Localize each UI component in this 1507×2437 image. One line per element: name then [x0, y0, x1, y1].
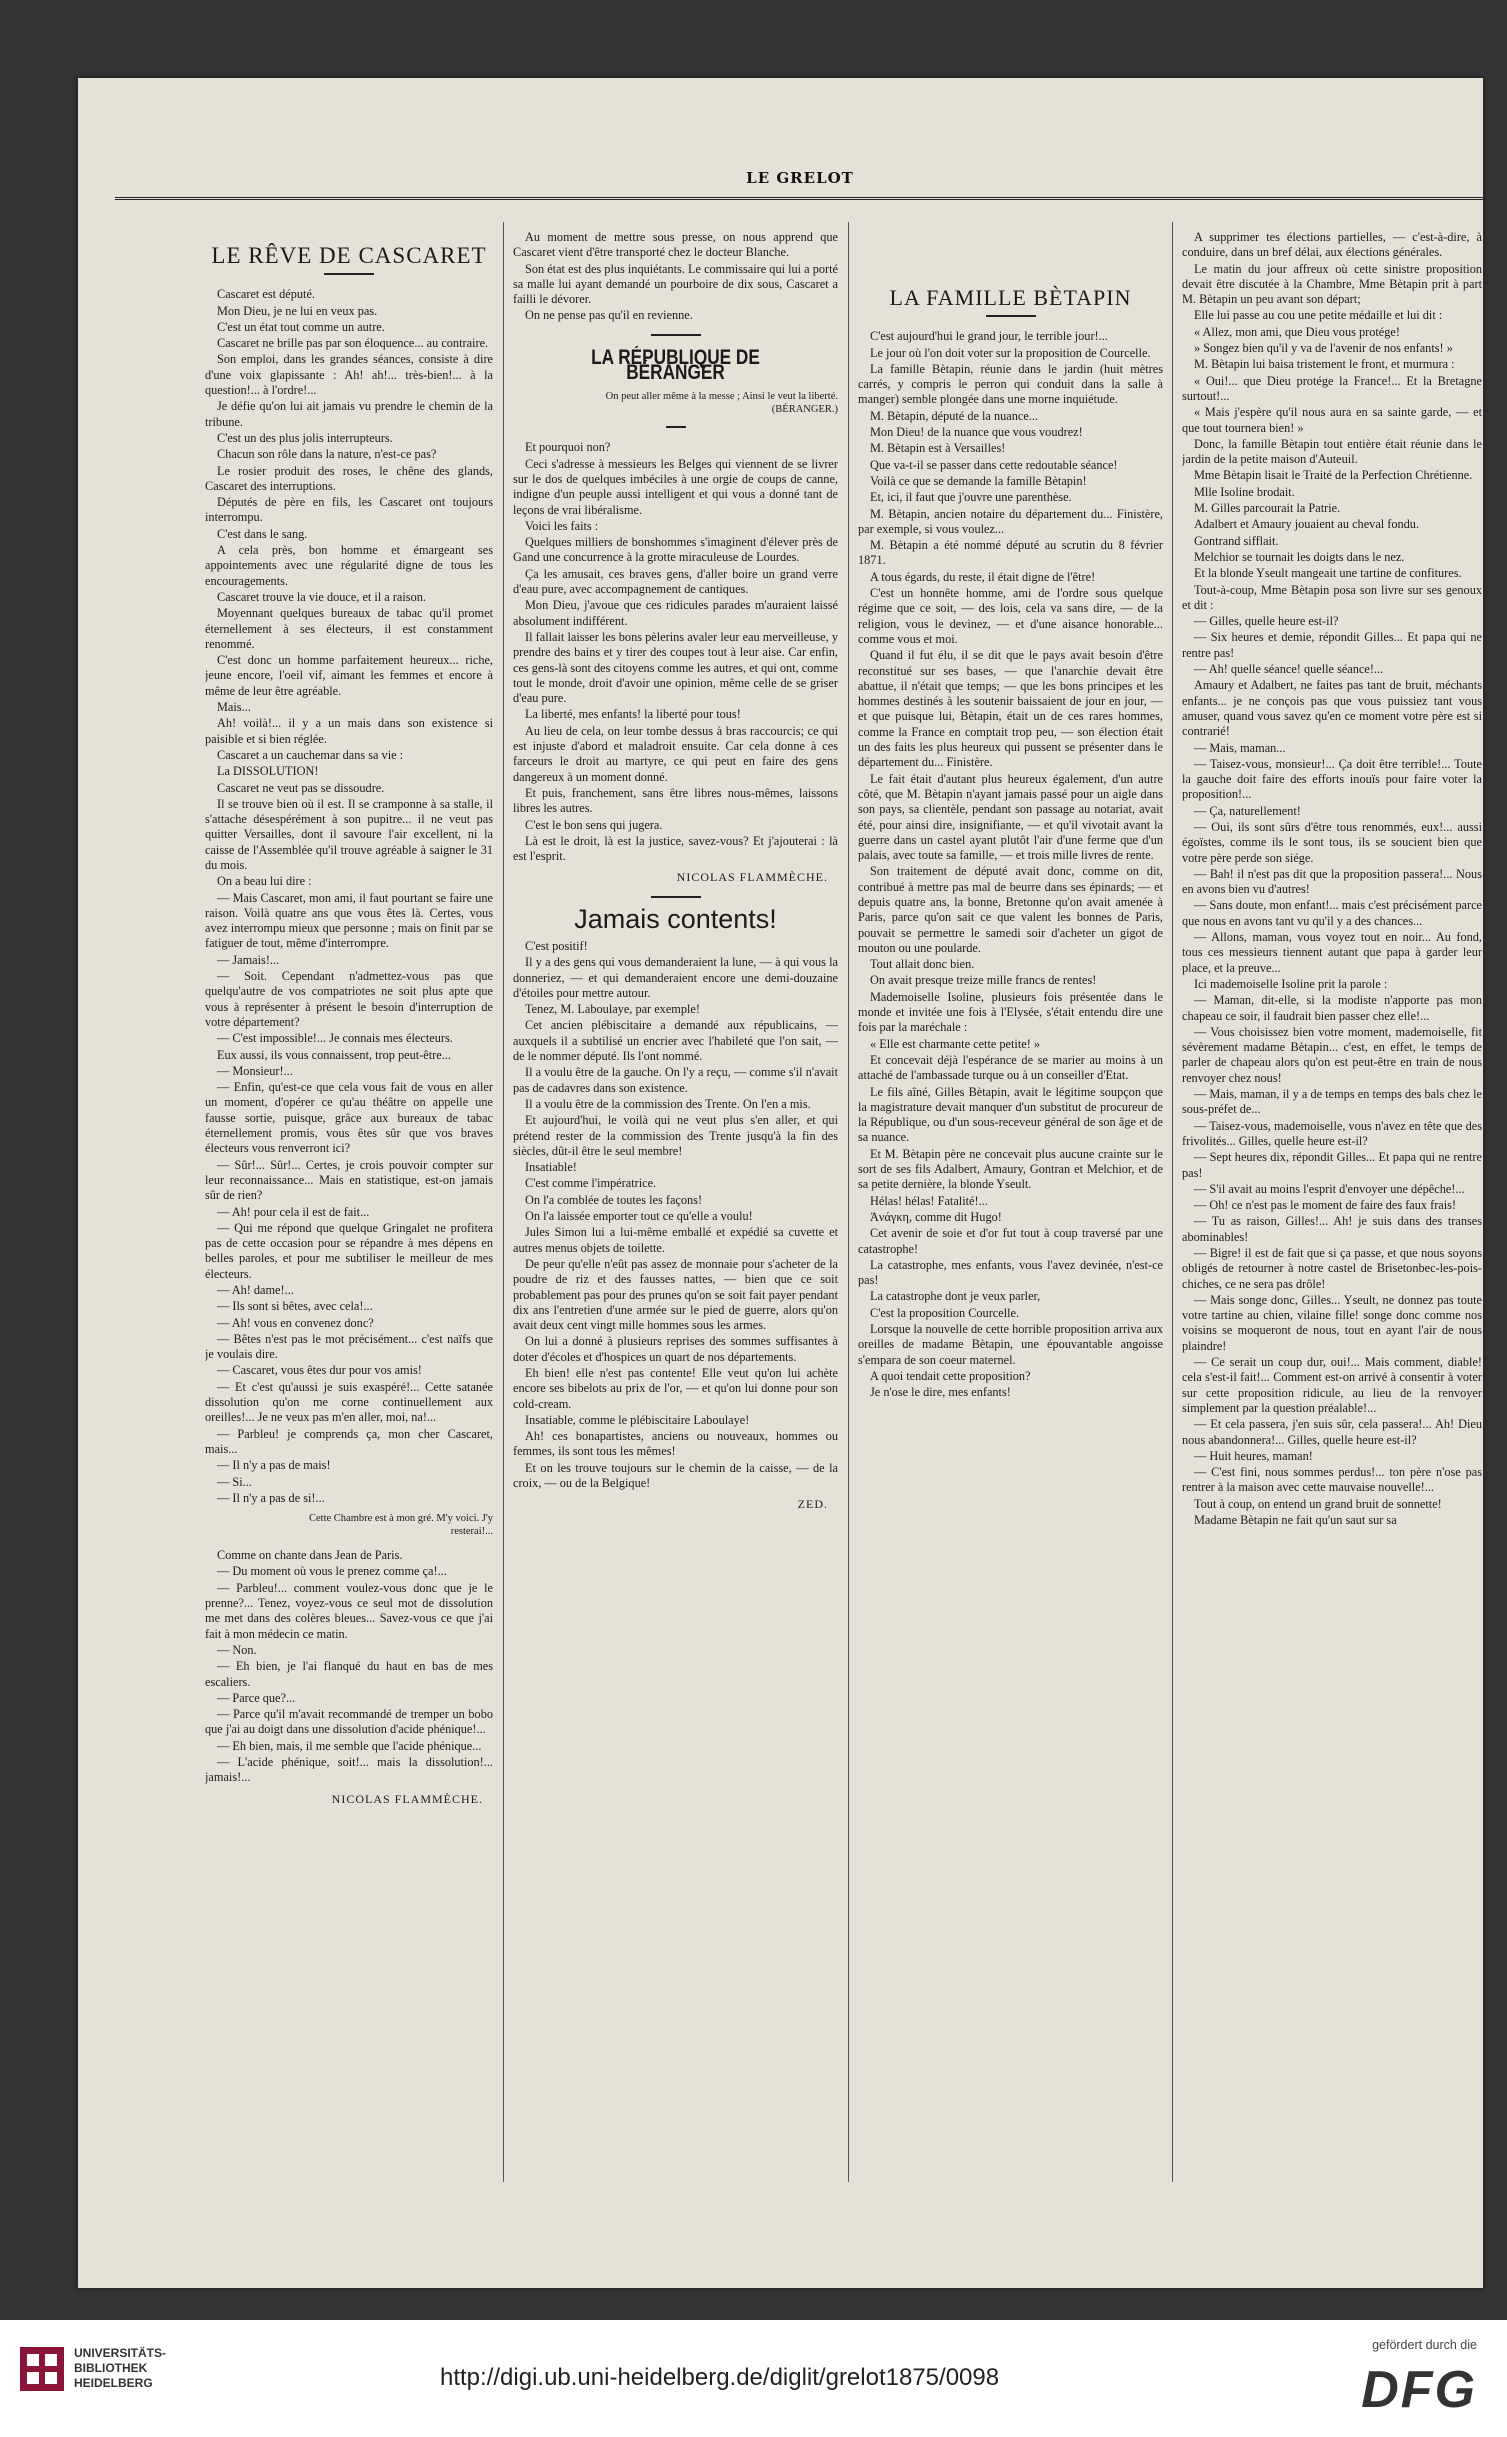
paragraph: Il se trouve bien où il est. Il se cramponne à sa stalle, il s'attache désespérément à son pupitre... il ne veut pas quitter Versailles, dont il savoure l'air excellent, ni la caisse de l'Assemblée qu'il trouve agréable à saigner le 31 du mois.: [205, 796, 493, 872]
title-rule: [986, 315, 1036, 317]
section-rule: [651, 896, 701, 898]
article-signature: NICOLAS FLAMMÈCHE.: [331, 1791, 483, 1806]
paragraph: Tout-à-coup, Mme Bètapin posa son livre sur ses genoux et dit :: [1182, 582, 1482, 612]
paragraph: Madame Bètapin ne fait qu'un saut sur sa: [1194, 1513, 1397, 1528]
paragraph: Son emploi, dans les grandes séances, consiste à dire d'une voix glapissante : Ah! ah!... très-bien!... à la question!... à l'ordre!...: [205, 352, 493, 398]
paragraph: « Elle est charmante cette petite! »: [870, 1036, 1041, 1051]
paragraph: Mais...: [217, 700, 251, 715]
university-name-line: HEIDELBERG: [74, 2376, 153, 2390]
paragraph: Adalbert et Amaury jouaient au cheval fondu.: [1194, 517, 1420, 532]
paragraph: Mon Dieu, je ne lui en veux pas.: [217, 303, 378, 318]
column-rule: [848, 222, 849, 2182]
paragraph: C'est la proposition Courcelle.: [870, 1305, 1020, 1320]
epigraph: Cette Chambre est à mon gré. M'y voici. J'y resterai!...: [309, 1513, 493, 1538]
paragraph: M. Bètapin a été nommé député au scrutin du 8 février 1871.: [858, 538, 1163, 568]
paragraph: — Gilles, quelle heure est-il?: [1194, 614, 1339, 629]
paragraph: La catastrophe dont je veux parler,: [870, 1289, 1041, 1304]
university-name: [74, 2346, 166, 2391]
paragraph: « Mais j'espère qu'il nous aura en sa sainte garde, — et que tout tournera bien! »: [1182, 405, 1482, 435]
paragraph: Et M. Bètapin père ne concevait plus aucune crainte sur le sort de ses fils Adalbert, Amaury, Gontran et Melchior, et de sa petite dernière, la blonde Yseult.: [858, 1146, 1163, 1192]
paragraph: — Eh bien, mais, il me semble que l'acide phénique...: [217, 1738, 482, 1753]
paragraph: Je n'ose le dire, mes enfants!: [870, 1385, 1011, 1400]
paragraph: Tout à coup, on entend un grand bruit de sonnette!: [1194, 1496, 1442, 1511]
paragraph: Et aujourd'hui, le voilà qui ne veut plus s'en aller, et qui prétend rester de la commission des Trente jusqu'à la fin des siècles, dût-il être le seul membre!: [513, 1113, 838, 1158]
article-title: LE RÊVE DE CASCARET: [211, 243, 487, 268]
title-rule: [324, 273, 374, 275]
paragraph: — Bigre! il est de fait que si ça passe, et que nous soyons obligés de retourner à notre castel de Brisetonbec-les-pois-chiches, ce ne sera pas drôle!: [1182, 1246, 1482, 1291]
paragraph: — Et c'est qu'aussi je suis exaspéré!... Cette satanée dissolution qu'on me corne continuellement aux oreilles!... Je ne veux pas m'en aller, moi, na!...: [205, 1379, 493, 1425]
university-name-line: BIBLIOTHEK: [74, 2361, 148, 2375]
paragraph: — Vous choisissez bien votre moment, mademoiselle, fit sévèrement madame Bètapin... c'est, en effet, le temps de parler de chapeau alors qu'on est peut-être en train de nous renvoyer chez nous!: [1182, 1024, 1482, 1085]
paragraph: C'est un honnête homme, ami de l'ordre sous quelque régime que ce soit, — des lois, cela va sans dire, — de la religion, vous le devinez, — et d'une aisance honorable... comme vous et moi.: [858, 586, 1163, 646]
university-seal-icon: [20, 2347, 64, 2391]
paragraph: — Ah! vous en convenez donc?: [217, 1315, 374, 1330]
paragraph: Députés de père en fils, les Cascaret ont toujours interrompu.: [205, 495, 493, 525]
paragraph: Insatiable, comme le plébiscitaire Laboulaye!: [525, 1412, 750, 1427]
paragraph: Son état est des plus inquiétants. Le commissaire qui lui a porté sa malle lui ayant demandé un pourboire de dix sous, Cascaret a failli le dévorer.: [513, 261, 838, 307]
paragraph: On l'a comblée de toutes les façons!: [525, 1192, 703, 1207]
column-2: [513, 230, 838, 2180]
paragraph: — Ah! dame!...: [217, 1283, 294, 1297]
paragraph: — Ce serait un coup dur, oui!... Mais comment, diable! cela s'est-il fait!... Comment est-on arrivé à consentir à voter sur cette proposition ridicule, au lieu de la renvoyer simplement par la question préalable!...: [1182, 1355, 1482, 1415]
column-rule: [1172, 222, 1173, 2182]
paragraph: A cela près, bon homme et émargeant ses appointements avec une régularité digne de tous les encouragements.: [205, 543, 493, 588]
masthead-title: LE GRELOT: [746, 169, 854, 187]
article-body: [513, 440, 838, 864]
column-3: [858, 230, 1163, 2180]
epigraph: On peut aller même à la messe ; Ainsi le veut la liberté. (BÉRANGER.): [605, 391, 838, 416]
paragraph: Il a voulu être de la gauche. On l'y a reçu, — comme s'il n'avait pas de cadavres dans son existence.: [513, 1065, 838, 1095]
paragraph: — Sept heures dix, répondit Gilles... Et papa qui ne rentre pas!: [1182, 1150, 1482, 1180]
paragraph: Eh bien! elle n'est pas contente! Elle veut qu'on lui achète encore ses bibelots au prix de l'or, — et qu'on lui donne pour son cold-cream.: [513, 1366, 838, 1411]
paragraph: Le fils aîné, Gilles Bètapin, avait le légitime soupçon que la magistrature devait manquer d'un substitut de procureur de la République, ou d'un sous-receveur général de son âge et de sa nuance.: [858, 1084, 1163, 1145]
paragraph: Cet ancien plébiscitaire a demandé aux républicains, — auxquels il a subtilisé un encrier avec l'habileté que l'on sait, — de le nommer député. Ils l'ont nommé.: [513, 1018, 838, 1064]
section-rule: [651, 334, 701, 336]
paragraph: Cet avenir de soie et d'or fut tout à coup traversé par une catastrophe!: [858, 1226, 1163, 1256]
paragraph: La DISSOLUTION!: [217, 764, 319, 779]
paragraph: Voici les faits :: [525, 518, 599, 533]
university-logo-block[interactable]: [20, 2346, 166, 2391]
paragraph: On avait presque treize mille francs de rentes!: [870, 973, 1097, 988]
paragraph: — Sans doute, mon enfant!... mais c'est précisément parce que nous en avons tant vu qu'il y a des chances...: [1182, 898, 1482, 928]
paragraph: C'est aujourd'hui le grand jour, le terrible jour!...: [870, 329, 1108, 344]
paragraph: — Mais, maman...: [1194, 740, 1286, 755]
paragraph: Ah! ces bonapartistes, anciens ou nouveaux, hommes ou femmes, ils sont tous les mêmes!: [513, 1429, 838, 1459]
sponsor-label: gefördert durch die: [1372, 2338, 1477, 2352]
paragraph: Tenez, M. Laboulaye, par exemple!: [525, 1002, 700, 1017]
paragraph: Et on les trouve toujours sur le chemin de la caisse, — de la croix, — ou de la Belgique!: [513, 1460, 838, 1491]
paragraph: — Bêtes n'est pas le mot précisément... c'est naïfs que je voulais dire.: [205, 1331, 493, 1362]
paragraph: Cascaret ne brille pas par son éloquence... au contraire.: [217, 336, 489, 351]
article-title: Jamais contents!: [574, 903, 777, 934]
paragraph: Et puis, franchement, sans être libres nous-mêmes, laissons libres les autres.: [513, 785, 838, 816]
paragraph: — Ah! quelle séance! quelle séance!...: [1194, 662, 1384, 677]
paragraph: Elle lui passe au cou une petite médaille et lui dit :: [1194, 308, 1443, 323]
paragraph: A tous égards, du reste, il était digne de l'être!: [870, 569, 1096, 584]
paragraph: — Ah! pour cela il est de fait...: [217, 1204, 370, 1219]
paragraph: La liberté, mes enfants! la liberté pour tous!: [525, 707, 741, 722]
article-body: [513, 939, 838, 1491]
paragraph: Et pourquoi non?: [525, 440, 611, 455]
article-ending: [513, 230, 838, 324]
paragraph: Il fallait laisser les bons pèlerins avaler leur eau merveilleuse, y prendre des bains et y tirer des coupes tout à leur aise. Car enfin, ces gens-là sont des citoyens comme les autres, et qui ont, comme tout le monde, droit d'avoir une opinion, même celle de se griser d'eau pure.: [513, 629, 838, 706]
paragraph: — Oui, ils sont sûrs d'être tous renommés, eux!... aussi égoïstes, comme ils le sont tous, ils se soucient bien que votre père perde son siége.: [1182, 819, 1482, 865]
paragraph: — Si...: [217, 1474, 252, 1489]
paragraph: On l'a laissée emporter tout ce qu'elle a voulu!: [525, 1209, 753, 1224]
paragraph: C'est donc un homme parfaitement heureux... riche, jeune encore, l'oeil vif, aimant les femmes et encore à même de leur être agréable.: [205, 653, 493, 698]
paragraph: Lorsque la nouvelle de cette horrible proposition arriva aux oreilles de madame Bètapin, une épouvantable angoisse s'empara de son coeur maternel.: [858, 1322, 1163, 1367]
paragraph: M. Bètapin, député de la nuance...: [870, 408, 1039, 423]
paragraph: — L'acide phénique, soit!... mais la dissolution!... jamais!...: [205, 1755, 493, 1785]
paragraph: C'est le bon sens qui jugera.: [525, 817, 663, 832]
paragraph: Au moment de mettre sous presse, on nous apprend que Cascaret vient d'être transporté chez le docteur Blanche.: [513, 230, 838, 260]
paragraph: La catastrophe, mes enfants, vous l'avez devinée, n'est-ce pas!: [858, 1257, 1163, 1288]
paragraph: Voilà ce que se demande la famille Bètapin!: [870, 473, 1087, 488]
article-signature: NICOLAS FLAMMÈCHE.: [676, 870, 828, 885]
paragraph: — Huit heures, maman!: [1194, 1448, 1313, 1463]
title-rule: [666, 426, 686, 428]
paragraph: Insatiable!: [525, 1160, 577, 1175]
paragraph: — Sûr!... Sûr!... Certes, je crois pouvoir compter sur leur reconnaissance... Mais en statistique, est-on jamais sûr de rien?: [205, 1157, 493, 1203]
paragraph: — Eh bien, je l'ai flanqué du haut en bas de mes escaliers.: [205, 1659, 493, 1689]
paragraph: Le rosier produit des roses, le chêne des glands, Cascaret des interruptions.: [205, 463, 493, 493]
paragraph: — Maman, dit-elle, si la modiste n'apporte pas mon chapeau ce soir, il faudrait bien passer chez elle!...: [1182, 993, 1482, 1023]
paragraph: Eux aussi, ils vous connaissent, trop peut-être...: [217, 1047, 451, 1062]
paragraph: M. Bètapin est à Versailles!: [870, 441, 1006, 456]
paragraph: A supprimer tes élections partielles, — c'est-à-dire, à conduire, dans un bref délai, aux élections générales.: [1182, 230, 1482, 260]
paragraph: — Parbleu! je comprends ça, mon cher Cascaret, mais...: [205, 1426, 493, 1456]
column-1: [205, 230, 493, 2180]
paragraph: » Songez bien qu'il y va de l'avenir de nos enfants! »: [1194, 341, 1453, 356]
paragraph: — Mais, maman, il y a de temps en temps des bals chez le sous-préfet de...: [1182, 1087, 1482, 1117]
paragraph: — Du moment où vous le prenez comme ça!...: [217, 1564, 447, 1579]
paragraph: C'est un état tout comme un autre.: [217, 319, 385, 334]
paragraph: — Taisez-vous, mademoiselle, vous n'avez en tête que des frivolités... Gilles, quelle heure est-il?: [1182, 1118, 1482, 1148]
paragraph: Jules Simon lui a lui-même emballé et expédié sa cuvette et autres menus objets de toilette.: [513, 1225, 838, 1255]
paragraph: — S'il avait au moins l'esprit d'envoyer une dépêche!...: [1194, 1181, 1465, 1196]
paragraph: — Jamais!...: [217, 952, 280, 967]
paragraph: Ah! voilà!... il y a un mais dans son existence si paisible et si bien réglée.: [205, 716, 493, 746]
paragraph: « Allez, mon ami, que Dieu vous protége!: [1194, 324, 1400, 339]
paragraph: — Tu as raison, Gilles!... Ah! je suis dans des transes abominables!: [1182, 1214, 1482, 1244]
paragraph: On a beau lui dire :: [217, 874, 312, 889]
paragraph: C'est un des plus jolis interrupteurs.: [217, 430, 393, 445]
paragraph: Il a voulu être de la commission des Trente. On l'en a mis.: [525, 1096, 811, 1111]
masthead: [115, 165, 1485, 200]
paragraph: — Qui me répond que quelque Gringalet ne profitera pas de cette occasion pour se répandre à mes dépens en belles paroles, et pour me subtiliser le meilleur de mes électeurs.: [205, 1220, 493, 1281]
paragraph: — Six heures et demie, répondit Gilles... Et papa qui ne rentre pas!: [1182, 630, 1482, 660]
paragraph: — Il n'y a pas de mais!: [217, 1458, 331, 1473]
paragraph: C'est comme l'impératrice.: [525, 1176, 657, 1191]
paragraph: Mme Bètapin lisait le Traité de la Perfection Chrétienne.: [1194, 468, 1473, 483]
column-rule: [503, 222, 504, 2182]
article-signature: ZED.: [797, 1497, 828, 1512]
paragraph: Amaury et Adalbert, ne faites pas tant de bruit, méchants enfants... je ne conçois pas que vous puissiez tant vous amuser, quand vous savez qu'en ce moment votre père est si contrarié!: [1182, 678, 1482, 739]
paragraph: Mon Dieu, j'avoue que ces ridicules parades m'auraient laissé absolument indifférent.: [513, 598, 838, 628]
paragraph: Et la blonde Yseult mangeait une tartine de confitures.: [1194, 566, 1462, 581]
paragraph: — Parce que?...: [217, 1690, 296, 1705]
paragraph: Cascaret ne veut pas se dissoudre.: [217, 780, 385, 795]
paragraph: Le jour où l'on doit voter sur la proposition de Courcelle.: [870, 345, 1151, 360]
article-body: [205, 287, 493, 1506]
paragraph: Mon Dieu! de la nuance que vous voudrez!: [870, 425, 1083, 440]
paragraph: Gontrand sifflait.: [1194, 533, 1279, 548]
paragraph: La famille Bètapin, réunie dans le jardin (huit mètres carrés, y compris le perron qui conduit dans la salle à manger) semble plongée dans une morne inquiétude.: [858, 361, 1163, 407]
paragraph: Donc, la famille Bètapin tout entière était réunie dans le jardin de la petite maison d'Auteuil.: [1182, 436, 1482, 467]
paragraph: Il y a des gens qui vous demanderaient la lune, — à qui vous la donneriez, — et qui demanderaient encore une demi-douzaine d'étoiles pour mettre autour.: [513, 955, 838, 1000]
paragraph: Et concevait déjà l'espérance de se marier au moins à un attaché de l'ambassade turque ou à un conseiller d'Etat.: [858, 1052, 1163, 1083]
paragraph: Au lieu de cela, on leur tombe dessus à bras raccourcis; ce qui est injuste d'abord et maladroit ensuite. Car cela donne à ces farceurs le droit au martyre, ce qui peut en faire des gens dangereux à un moment donné.: [513, 723, 838, 784]
paragraph: Je défie qu'on lui ait jamais vu prendre le chemin de la tribune.: [205, 399, 493, 429]
paragraph: Quand il fut élu, il se dit que le pays avait besoin d'être reconstitué sur ses bases, — que l'anarchie devait être abattue, il n'était que temps; — que les bons principes et les hommes destinés à les soutenir baissaient de jour en jour, — et que puisque lui, Bètapin, était un de ces rares hommes, comme la France en comptait trop peu, — son élection était un des faits les plus heureux qui pussent se présenter dans le département du... Finistère.: [858, 648, 1163, 770]
viewer-footer: [0, 2320, 1507, 2437]
paragraph: A quoi tendait cette proposition?: [870, 1368, 1031, 1383]
paragraph: C'est positif!: [525, 938, 588, 953]
paragraph: Mlle Isoline brodait.: [1194, 484, 1295, 499]
paragraph: C'est dans le sang.: [217, 526, 308, 541]
paragraph: Le matin du jour affreux où cette sinistre proposition devait être discutée à la Chambre, Mme Bètapin prit à part M. Bètapin un peu avant son départ;: [1182, 261, 1482, 307]
article-body-continued: [205, 1548, 493, 1785]
paragraph: — Taisez-vous, monsieur!... Ça doit être terrible!... Toute la gauche doit faire des efforts inouïs pour faire voter la proposition!...: [1182, 756, 1482, 802]
paragraph: M. Bètapin, ancien notaire du département du... Finistère, par exemple, si vous voulez...: [858, 506, 1163, 536]
paragraph: M. Gilles parcourait la Patrie.: [1194, 501, 1341, 516]
paragraph: — C'est impossible!... Je connais mes électeurs.: [217, 1031, 453, 1046]
dfg-logo[interactable]: DFG: [1361, 2361, 1477, 2419]
paragraph: Et, ici, il faut que j'ouvre une parenthèse.: [870, 490, 1072, 505]
paragraph: Moyennant quelques bureaux de tabac qu'il promet éternellement à ses électeurs, il est constamment renommé.: [205, 606, 493, 651]
article-body-continued: [1182, 230, 1482, 1528]
paragraph: Que va-t-il se passer dans cette redoutable séance!: [870, 457, 1118, 472]
paragraph: Comme on chante dans Jean de Paris.: [217, 1548, 403, 1563]
paragraph: M. Bètapin lui baisa tristement le front, et murmura :: [1194, 357, 1455, 372]
paragraph: Ça les amusait, ces braves gens, d'aller boire un grand verre d'eau pure, avec accompagnement de cantiques.: [513, 566, 838, 597]
paragraph: Ἀνάγκη, comme dit Hugo!: [870, 1209, 1002, 1224]
paragraph: Mademoiselle Isoline, plusieurs fois présentée dans le monde et invitée une fois à l'Elysée, s'était entendu dire une fois par la maréchale :: [858, 989, 1163, 1035]
paragraph: — Non.: [217, 1642, 257, 1657]
paragraph: — Mais songe donc, Gilles... Yseult, ne donnez pas toute votre tartine au chien, vilaine fille! songe donc comme nos voisins se moqueront de nous, tout en ayant l'air de nous plaindre!: [1182, 1292, 1482, 1353]
paragraph: — Ils sont si bêtes, avec cela!...: [217, 1299, 373, 1314]
paragraph: Hélas! hélas! Fatalité!...: [870, 1193, 988, 1208]
paragraph: Ici mademoiselle Isoline prit la parole :: [1194, 976, 1388, 991]
paragraph: « Oui!... que Dieu protége la France!... Et la Bretagne surtout!...: [1182, 373, 1482, 403]
article-title: LA RÉPUBLIQUE DE BÉRANGER: [591, 345, 760, 385]
paragraph: Cascaret a un cauchemar dans sa vie :: [217, 747, 404, 762]
paragraph: — C'est fini, nous sommes perdus!... ton père n'ose pas rentrer à la maison avec cette mauvaise nouvelle!...: [1182, 1465, 1482, 1495]
article-title: LA FAMILLE BÈTAPIN: [889, 285, 1132, 310]
paragraph: — Oh! ce n'est pas le moment de faire des faux frais!: [1194, 1198, 1457, 1213]
university-name-line: UNIVERSITÄTS-: [74, 2346, 167, 2360]
paragraph: Chacun son rôle dans la nature, n'est-ce pas?: [217, 447, 437, 462]
paragraph: — Parbleu!... comment voulez-vous donc que je le prenne?... Tenez, voyez-vous ce seul mot de dissolution me met dans des colères bleues... Savez-vous ce que j'ai fait à mon médecin ce matin.: [205, 1580, 493, 1641]
paragraph: — Ça, naturellement!: [1194, 803, 1301, 818]
paragraph: — Cascaret, vous êtes dur pour vos amis!: [217, 1363, 422, 1378]
paragraph: Quelques milliers de bonshommes s'imaginent d'élever près de Gand une concurrence à la grotte miraculeuse de Lourdes.: [513, 535, 838, 565]
paragraph: Cascaret est député.: [217, 287, 315, 302]
article-body: [858, 329, 1163, 1400]
permalink[interactable]: http://digi.ub.uni-heidelberg.de/diglit/grelot1875/0098: [440, 2364, 1000, 2391]
paragraph: Tout allait donc bien.: [870, 957, 975, 972]
paragraph: Melchior se tournait les doigts dans le nez.: [1194, 549, 1405, 564]
paragraph: De peur qu'elle n'eût pas assez de monnaie pour s'acheter de la poudre de riz et des fausses nattes, — bien que ce soit probablement pas pour des prunes qu'on se soit fait payer pendant dix ans l'entretien d'une armée sur le pied de guerre, alors qu'on avait deux cent vingt mille hommes sous les armes.: [513, 1256, 838, 1333]
paragraph: On lui a donné à plusieurs reprises des sommes suffisantes à doter d'écoles et d'hospices un quart de nos départements.: [513, 1334, 838, 1364]
paragraph: — Enfin, qu'est-ce que cela vous fait de vous en aller un moment, d'opérer ce qu'au théâtre on appelle une fausse sortie, puisque, grâce aux bureaux de tabac éternellement promis, vous êtes sûr que vos braves électeurs vous renverront ici?: [205, 1080, 493, 1156]
paragraph: — Il n'y a pas de si!...: [217, 1490, 325, 1505]
paragraph: — Monsieur!...: [217, 1063, 293, 1078]
paragraph: Là est le droit, là est la justice, savez-vous? Et j'ajouterai : là est l'esprit.: [513, 833, 838, 864]
column-4: [1182, 230, 1482, 2180]
paragraph: Ceci s'adresse à messieurs les Belges qui viennent de se livrer sur le dos de quelques imbéciles à une orgie de coups de canne, indigne d'un peuple aussi intelligent et qui vous a donné tant de leçons de vrai libéralisme.: [513, 456, 838, 517]
paragraph: — Bah! il n'est pas dit que la proposition passera!... Nous en avons bien vu d'autres!: [1182, 866, 1482, 897]
paragraph: Son traitement de député avait donc, comme on dit, contribué à mettre pas mal de beurre dans ses épinards; — et depuis quatre ans, la bonne, Bretonne qu'on avait amenée à Paris, parce qu'on sait ce que valent les bonnes de Paris, pouvait se permettre le samedi soir d'acheter un gigot de mouton ou une poularde.: [858, 864, 1163, 955]
paragraph: Cascaret trouve la vie douce, et il a raison.: [217, 589, 426, 604]
paragraph: Le fait était d'autant plus heureux également, d'un autre côté, que M. Bètapin n'ayant jamais passé pour un aigle dans son pays, sa clientèle, pendant son passage au notariat, avait été, pour ainsi dire, insignifiante, — et qu'il vivotait avant la guerre dans un castel ayant plutôt l'air d'une ferme que d'un palais, avec toute sa famille, — et trois mille livres de rente.: [858, 771, 1163, 863]
paragraph: — Et cela passera, j'en suis sûr, cela passera!... Ah! Dieu nous abandonnera!... Gilles, quelle heure est-il?: [1182, 1417, 1482, 1447]
paragraph: — Soit. Cependant n'admettez-vous pas que quelqu'autre de vos compatriotes ne soit plus apte que vous à représenter à présent le besoin d'interruption de votre département?: [205, 969, 493, 1029]
paragraph: — Parce qu'il m'avait recommandé de tremper un bobo que j'ai au doigt dans une dissolution d'acide phénique!...: [205, 1707, 493, 1737]
paragraph: — Allons, maman, vous voyez tout en noir... Au fond, tous ces messieurs tiennent autant que papa à garder leur place, et la preuve...: [1182, 930, 1482, 975]
paragraph: — Mais Cascaret, mon ami, il faut pourtant se faire une raison. Voilà quatre ans que vous êtes là. Certes, vous avez interrompu mieux que personne ; mais on finit par se fatiguer de tout, même d'interrompre.: [205, 890, 493, 951]
paragraph: On ne pense pas qu'il en revienne.: [525, 308, 693, 323]
